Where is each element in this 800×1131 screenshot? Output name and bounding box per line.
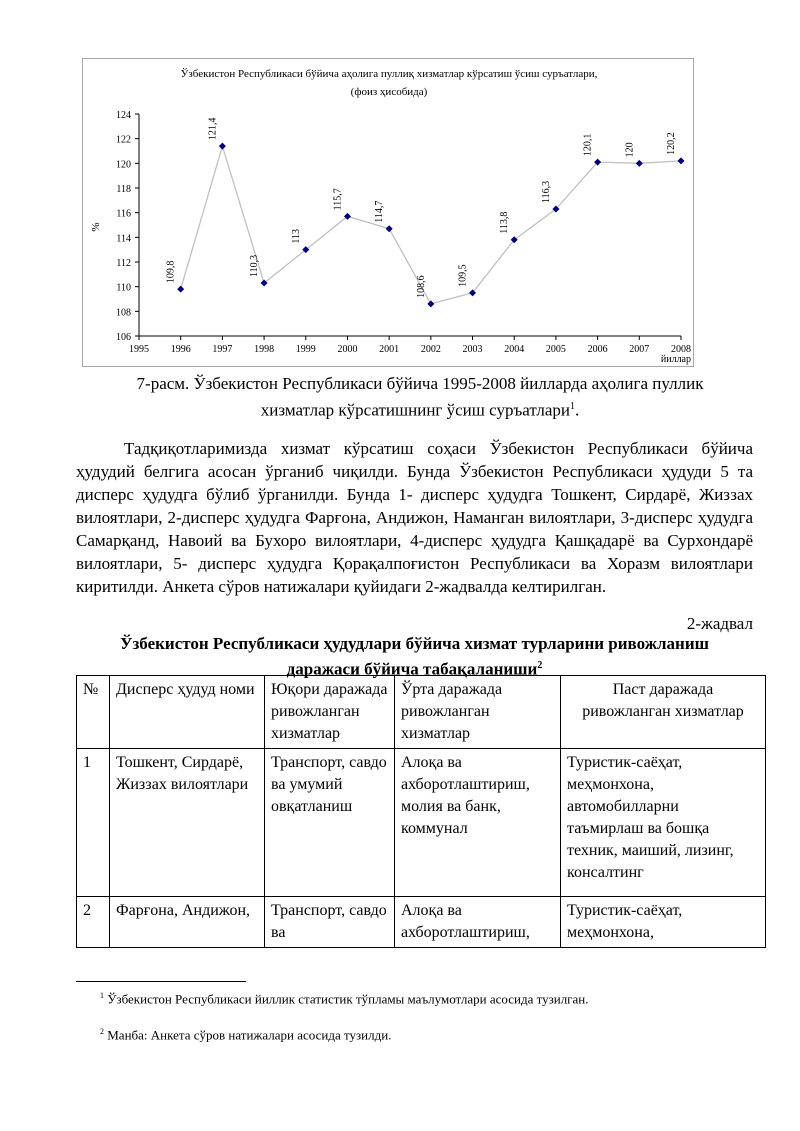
figure-caption-text: хизматлар кўрсатишнинг ўсиш суръатлари <box>260 400 570 420</box>
footnote-2 <box>100 1023 391 1044</box>
data-label: 109,5 <box>457 264 469 287</box>
table-cell: Фарғона, Андижон, <box>110 897 265 948</box>
data-label: 109,8 <box>165 260 177 284</box>
data-point <box>678 157 685 164</box>
table-cell: Транспорт, савдо ва умумий овқатланиш <box>265 749 395 897</box>
y-tick-label: 120 <box>116 159 131 171</box>
header-cell-region: Дисперс ҳудуд номи <box>110 676 265 749</box>
y-tick-label: 118 <box>116 184 131 195</box>
x-axis-label: йиллар <box>660 354 691 365</box>
chart-container <box>82 58 694 367</box>
x-tick-label: 1996 <box>170 344 191 355</box>
x-tick-label: 2004 <box>504 344 525 355</box>
x-tick-label: 2001 <box>379 344 400 355</box>
data-label: 120,2 <box>666 132 677 155</box>
x-tick-label: 2005 <box>545 344 566 355</box>
x-tick-label: 2002 <box>420 344 441 355</box>
services-table <box>76 675 766 948</box>
data-point <box>219 143 226 150</box>
data-point <box>386 225 393 232</box>
table-number: 2-жадвал <box>686 614 753 633</box>
footnote-1-text: Ўзбекистон Республикаси йиллик статистик тўпламы маълумотлари асосида тузилган. <box>104 991 589 1007</box>
y-tick-label: 114 <box>116 233 131 245</box>
data-label: 113,8 <box>499 211 511 234</box>
table-cell: Алоқа ва ахборотлаштириш, молия ва банк, коммунал <box>395 749 561 897</box>
table-cell: Тошкент, Сирдарё, Жиззах вилоятлари <box>110 749 265 897</box>
chart-title: Ўзбекистон Республикаси бўйича аҳолига пуллиқ хизматлар кўрсатиш ўсиш суръатлари, <box>180 68 598 80</box>
y-tick-label: 124 <box>116 110 131 121</box>
x-tick-label: 2007 <box>629 344 650 355</box>
data-point <box>177 286 184 293</box>
data-label: 113 <box>290 229 302 244</box>
data-label: 114,7 <box>374 200 386 223</box>
data-point <box>427 300 434 307</box>
data-label: 120 <box>624 142 636 158</box>
y-tick-label: 110 <box>116 282 131 294</box>
table-row <box>77 897 766 948</box>
data-label: 120,1 <box>582 133 594 157</box>
table-header-row <box>77 676 766 749</box>
data-label: 121,4 <box>207 117 219 141</box>
header-cell-low: Паст даражада ривожланган хизматлар <box>561 676 766 749</box>
x-tick-label: 2000 <box>337 344 358 355</box>
table-cell: 1 <box>77 749 110 897</box>
data-point <box>636 160 643 167</box>
footnote-divider <box>76 981 246 982</box>
table-title-line-1: Ўзбекистон Республикаси ҳудудлари бўйича хизмат турларини ривожланиш <box>119 634 709 653</box>
series-line <box>181 146 681 304</box>
footnote-1 <box>100 987 589 1008</box>
y-tick-label: 112 <box>116 258 131 269</box>
table-cell: Туристик-саёҳат, меҳмонхона, автомобилларни таъмирлаш ва бошқа техник, маиший, лизинг, консалтинг <box>561 749 766 897</box>
y-tick-label: 108 <box>116 307 131 319</box>
figure-caption-line-2: хизматлар кўрсатишнинг ўсиш суръатлари$^1$. <box>260 400 580 420</box>
header-cell-number: № <box>77 676 110 749</box>
footnote-2-ref: 2 <box>100 1027 104 1036</box>
table-title-footnote-ref: 2 <box>537 660 543 671</box>
x-tick-label: 1995 <box>129 344 149 355</box>
data-label: 110,3 <box>249 254 261 277</box>
table-cell: 2 <box>77 897 110 948</box>
header-cell-high: Юқори даражада ривожланган хизматлар <box>265 676 395 749</box>
x-tick-label: 2006 <box>587 344 608 355</box>
chart-subtitle: (фоиз ҳисобида) <box>350 86 428 98</box>
caption-footnote-ref: 1 <box>569 401 575 412</box>
x-tick-label: 2003 <box>462 344 483 355</box>
header-cell-medium: Ўрта даражада ривожланган хизматлар <box>395 676 561 749</box>
footnote-2-text: Манба: Анкета сўров натижалари асосида тузилди. <box>104 1027 392 1043</box>
x-tick-label: 1999 <box>295 344 316 355</box>
footnote-1-ref: 1 <box>100 991 104 1000</box>
table-cell: Туристик-саёҳат, меҳмонхона, <box>561 897 766 948</box>
data-label: 108,6 <box>415 275 427 298</box>
table-cell: Алоқа ва ахборотлаштириш, <box>395 897 561 948</box>
x-tick-label: 2008 <box>671 344 691 355</box>
table-title <box>76 633 753 681</box>
y-tick-label: 116 <box>116 208 131 220</box>
table-row <box>77 749 766 897</box>
y-tick-label: 122 <box>116 134 131 146</box>
y-axis-label: % <box>90 222 102 232</box>
x-tick-label: 1997 <box>212 344 233 355</box>
line-chart <box>83 59 695 368</box>
table-cell: Транспорт, савдо ва <box>265 897 395 948</box>
table-title-text: даражаси бўйича табақаланиши <box>286 659 538 679</box>
x-tick-label: 1998 <box>254 344 275 355</box>
figure-caption-line-1: 7-расм. Ўзбекистон Республикаси бўйича 1995-2008 йилларда аҳолига пуллик <box>136 374 704 393</box>
y-tick-label: 106 <box>116 332 131 343</box>
body-paragraph: Тадқиқотларимизда хизмат кўрсатиш соҳаси Ўзбекистон Республикаси бўйича ҳудудий белгига асосан ўрганиб чиқилди. Бунда Ўзбекистон Республикаси ҳудуди 5 та дисперс ҳудудга бўлиб ўрганилди. Бунда 1- дисперс ҳудудга Тошкент, Сирдарё, Жиззах вилоятлари, 2-дисперс ҳудудга Фарғона, Андижон, Наманган вилоятлари, 3-дисперс ҳудудга Самарқанд, Навоий ва Бухоро вилоятлари, 4-дисперс ҳудудга Қашқадарё ва Сурхондарё вилоятлари, 5- дисперс ҳудудга Қорақалпоғистон Республикаси ва Хоразм вилоятлари киритилди. Анкета сўров натижалари қуйидаги 2-жадвалда келтирилган. <box>76 439 753 596</box>
data-label: 116,3 <box>540 180 552 203</box>
data-label: 115,7 <box>332 188 344 211</box>
